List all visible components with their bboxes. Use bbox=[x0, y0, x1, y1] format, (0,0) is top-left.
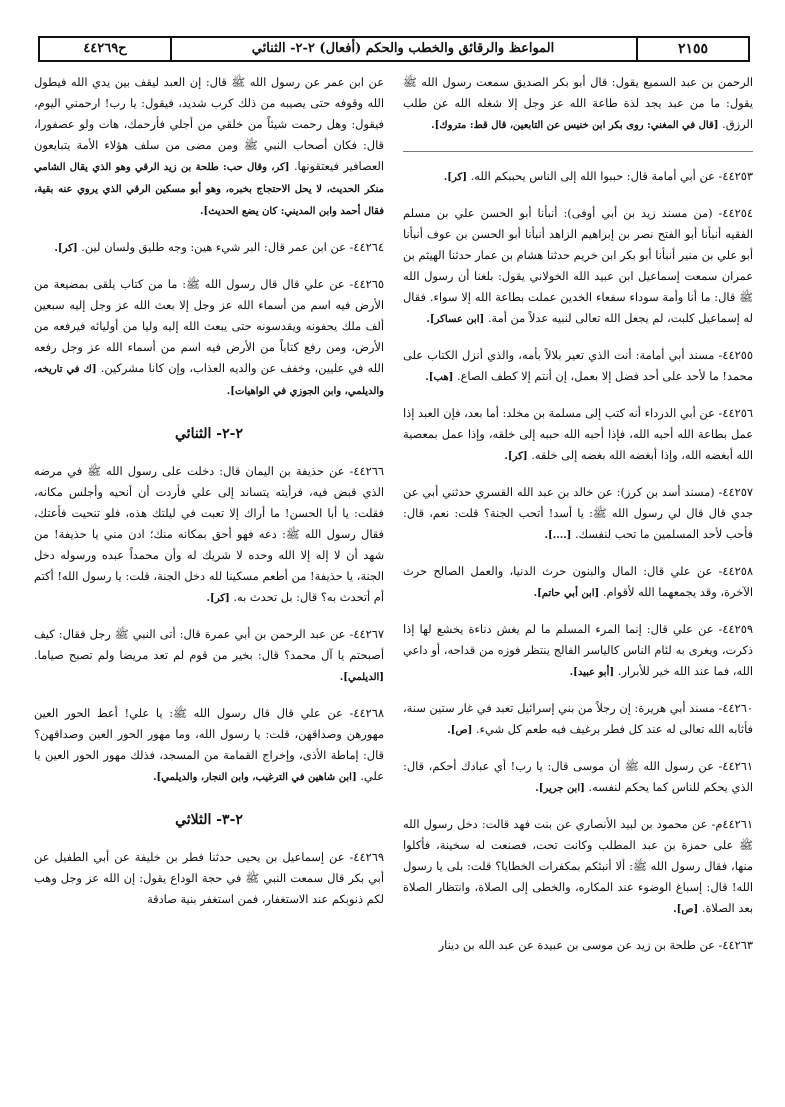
right-column bbox=[403, 72, 753, 962]
source-citation: [ابن جرير]. bbox=[535, 783, 585, 794]
hadith-entry: ٤٤٢٦١م- عن محمود بن لبيد الأنصاري عن بنت فهد قالت: دخل رسول الله ﷺ على حمزة بن عبد المطلب وكانت تحت، فصنعت له سخينة، فأكلوا منها، فقال رسول الله ﷺ: ألا أنبئكم بمكفرات الخطايا؟ قلت: بلى يا رسول الله! قال: إسباغ الوضوء عند المكاره، والخطى إلى الصلاة، وانتظار الصلاة بعد الصلاة. [ص]. bbox=[403, 817, 753, 915]
source-citation: [الديلمي]. bbox=[339, 672, 384, 683]
hadith-entry: ٤٤٢٦٣- عن طلحة بن زيد عن موسى بن عبيدة عن عبد الله بن دينار bbox=[438, 938, 753, 952]
source-citation: [ابن عساكر]. bbox=[426, 314, 485, 325]
source-citation: [ابن أبي حاتم]. bbox=[533, 588, 600, 599]
page-number: ٢١٥٥ bbox=[636, 38, 748, 60]
hadith-entry: ٤٤٢٥٣- عن أبي أمامة قال: حببوا الله إلى الناس يحببكم الله. [كر]. bbox=[443, 169, 753, 183]
source-citation: [ابن شاهين في الترغيب، وابن النجار، والديلمي]. bbox=[153, 772, 357, 783]
running-title: المواعظ والرقائق والخطب والحكم (أفعال) ٢-٢- الثنائي bbox=[251, 41, 555, 56]
source-citation: [هب]. bbox=[425, 372, 454, 383]
page-header bbox=[38, 36, 750, 62]
hadith-entry: عن ابن عمر عن رسول الله ﷺ قال: إن العبد ليقف بين يدي الله فيطول الله وقوفه حتى يصيبه من ذلك كرب شديد، فيقول: يا رب! ارحمني اليوم، فيقول: وهل رحمت شيئاً من خلقي من أجلي فأرحمك، هات ولو عصفورا، قال: فكان أصحاب النبي ﷺ ومن مضى من سلف هؤلاء الأمة يتبايعون العصافير فيعتقونها. [كر، وقال حب: طلحة بن زيد الرقي وهو الذي يقال الشامي منكر الحديث، لا يحل الاحتجاج بخبره، وهو أبو مسكين الرقي الذي يروي عنه بقية، فقال أحمد وابن المديني: كان يضع الحديث]. bbox=[34, 75, 384, 217]
hadith-entry: ٤٤٢٥٦- عن أبي الدرداء أنه كتب إلى مسلمة بن مخلد: أما بعد، فإن العبد إذا عمل بطاعة الله أحبه الله، فإذا أحبه الله حببه إلى خلقه، وإذا عمل بمعصية الله أبغضه الله، وإذا أبغضه الله بغضه إلى خلقه. [كر]. bbox=[403, 406, 753, 462]
source-citation: [ص]. bbox=[447, 725, 473, 736]
source-citation: [....]. bbox=[544, 530, 572, 541]
source-citation: [أبو عبيد]. bbox=[569, 667, 615, 678]
hadith-entry: ٤٤٢٥٨- عن علي قال: المال والبنون حرث الدنيا، والعمل الصالح حرث الآخرة، وقد يجمعهما الله لأقوام. [ابن أبي حاتم]. bbox=[403, 564, 753, 599]
source-citation: [ك في تاريخه، والديلمي، وابن الجوزي في الواهيات]. bbox=[34, 364, 384, 397]
hadith-entry: ٤٤٢٥٧- (مسند أسد بن كرز): عن خالد بن عبد الله القسري حدثني أبي عن جدي قال قال لي رسول الله ﷺ: يا أسد! أتحب الجنة؟ قلت: نعم، قال: فأحب لأحد المسلمين ما تحب لنفسك. [....]. bbox=[403, 485, 753, 541]
hadith-entry: ٤٤٢٦٠- مسند أبي هريرة: إن رجلاً من بني إسرائيل تعبد في غار ستين سنة، فأثابه الله تعالى له عند كل فطر برغيف فيه طعم كل شيء. [ص]. bbox=[403, 701, 753, 736]
source-citation: [قال في المغني: روى بكر ابن خنيس عن التابعين، قال قط: متروك]. bbox=[431, 120, 719, 131]
section-heading: ٢-٣- الثلاثي bbox=[175, 812, 243, 828]
hadith-entry: ٤٤٢٦١- عن رسول الله ﷺ أن موسى قال: يا رب! أي عبادك أحكم، قال: الذي يحكم للناس كما يحكم لنفسه. [ابن جرير]. bbox=[403, 759, 753, 794]
hadith-range: ح٤٤٢٦٩ bbox=[40, 38, 172, 60]
hadith-entry: ٤٤٢٦٩- عن إسماعيل بن يحيى حدثنا فطر بن خليفة عن أبي الطفيل عن أبي بكر قال سمعت النبي ﷺ في حجة الوداع يقول: إن الله عز وجل وهب لكم ذنوبكم عند الاستغفار، فمن استغفر بنية صادقة bbox=[34, 850, 384, 906]
source-citation: [كر]. bbox=[54, 243, 78, 254]
source-citation: [كر]. bbox=[504, 451, 528, 462]
source-citation: [كر]. bbox=[206, 593, 230, 604]
hadith-entry: ٤٤٢٦٦- عن حذيفة بن اليمان قال: دخلت على رسول الله ﷺ في مرضه الذي قبض فيه، فرأيته يتساند إلى علي فأردت أن أنحيه وأجلس مكانه، فقلت: يا أبا الحسن! ما أراك إلا تعبت في ليلتك هذه، فلو تنحيت فأعتك، فقال رسول الله ﷺ: دعه فهو أحق بمكانه منك؛ ادن مني يا حذيفة! من شهد أن لا إله إلا الله وحده لا شريك له وأن محمداً عبده ورسوله دخل الجنة، يا حذيفة! من أطعم مسكينا لله دخل الجنة، قلت: يا رسول الله! أكتم أم أتحدث به؟ قال: بل تحدث به. [كر]. bbox=[34, 464, 384, 604]
left-column bbox=[34, 72, 384, 916]
hadith-entry: ٤٤٢٥٩- عن علي قال: إنما المرء المسلم ما لم يغش دناءة يخشع لها إذا ذكرت، ويغرى به لئام الناس كالياسر الفالج ينتظر فوزه من قداحه، أو داعي الله، فما عند الله خير للأبرار. [أبو عبيد]. bbox=[403, 622, 753, 678]
source-citation: [كر، وقال حب: طلحة بن زيد الرقي وهو الذي يقال الشامي منكر الحديث، لا يحل الاحتجاج بخبره، وهو أبو مسكين الرقي الذي يروي عنه بقية، فقال أحمد وابن المديني: كان يضع الحديث]. bbox=[34, 162, 384, 217]
source-citation: [كر]. bbox=[443, 172, 467, 183]
hadith-entry: الرحمن بن عبد السميع يقول: قال أبو بكر الصديق سمعت رسول الله ﷺ يقول: ما من عبد يجد لذة طاعة الله عز وجل إلا شغله الله عن طلب الرزق. [قال في المغني: روى بكر ابن خنيس عن التابعين، قال قط: متروك]. bbox=[403, 75, 753, 131]
hadith-entry: ٤٤٢٦٥- عن علي قال قال رسول الله ﷺ: ما من كتاب يلقى بمضيعة من الأرض فيه اسم من أسماء الله عز وجل إلا بعث الله عز وجل إليه سبعين ألف ملك يحفونه ويقدسونه حتى يبعث الله إليه وليا من أوليائه فيرفعه من الأرض، ومن رفع كتاباً من الأرض فيه اسم من أسماء الله عز وجل رفعه الله في عليين، وخفف عن والديه العذاب، وإن كانا مشركين. [ك في تاريخه، والديلمي، وابن الجوزي في الواهيات]. bbox=[34, 277, 384, 397]
section-heading: ٢-٢- الثنائي bbox=[175, 426, 243, 442]
hadith-entry: ٤٤٢٦٧- عن عبد الرحمن بن أبي عمرة قال: أتى النبي ﷺ رجل فقال: كيف أصبحتم يا آل محمد؟ قال: بخير من قوم لم تعد مريضا ولم تصبح صياما. [الديلمي]. bbox=[34, 627, 384, 683]
hadith-entry: ٤٤٢٥٤- (من مسند زيد بن أبي أوفى): أنبأنا أبو الحسن علي بن مسلم الفقيه أنبأنا أبو الفتح نصر بن إبراهيم الزاهد أنبأنا أبو الحسن بن عوف أنبأنا أبو علي بن منير أنبأنا أبو بكر ابن خريم حدثنا هشام بن عمار حدثنا الهيثم بن عمران سمعت إسماعيل ابن عبيد الله الخولاني يقول: بلغنا أن رسول الله ﷺ قال: ما أنا وأمة سوداء سفعاء الخدين عملت بطاعة الله إلا سواء. فقال له إسماعيل كلبت، لم يجعل الله تعالى لنبيه عدلاً من أمة. [ابن عساكر]. bbox=[403, 206, 753, 325]
hadith-entry: ٤٤٢٥٥- مسند أبي أمامة: أنت الذي تعير بلالاً بأمه، والذي أنزل الكتاب على محمد! ما لأحد على أحد فضل إلا بعمل، إن أنتم إلا كطف الصاع. [هب]. bbox=[403, 348, 753, 383]
hadith-entry: ٤٤٢٦٨- عن علي قال قال رسول الله ﷺ: يا علي! أعط الحور العين مهورهن وصداقهن، قلت: يا رسول الله، وما مهور الحور العين وصداقهن؟ قال: إماطة الأذى، وإخراج القمامة من المسجد، فذلك مهور الحور العين يا علي. [ابن شاهين في الترغيب، وابن النجار، والديلمي]. bbox=[34, 706, 384, 783]
hadith-entry: ٤٤٢٦٤- عن ابن عمر قال: البر شيء هين: وجه طليق ولسان لين. [كر]. bbox=[54, 240, 384, 254]
source-citation: [ص]. bbox=[673, 904, 699, 915]
divider bbox=[403, 151, 753, 152]
